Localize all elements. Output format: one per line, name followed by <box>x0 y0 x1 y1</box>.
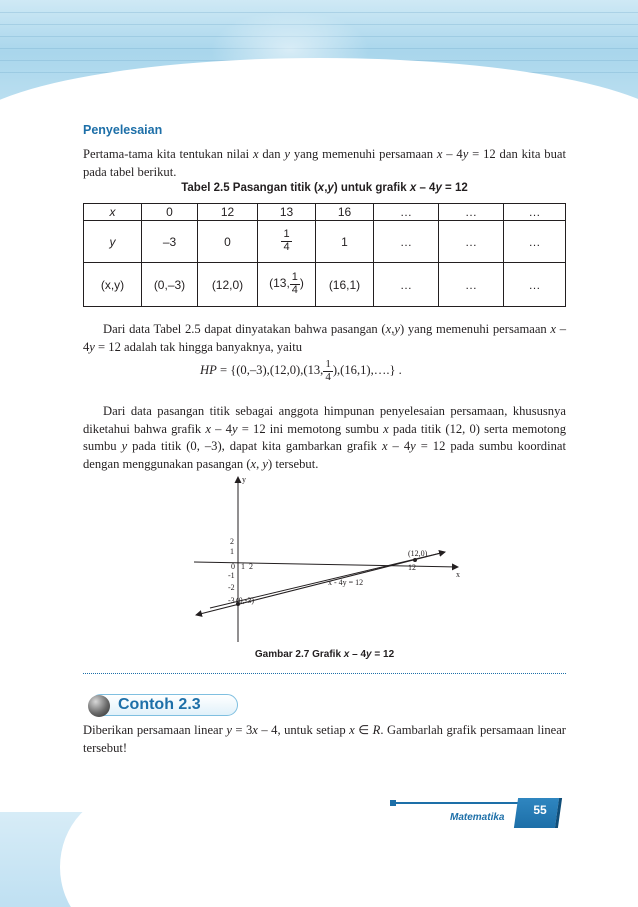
y-tick: 0 <box>231 562 235 571</box>
table-title: Tabel 2.5 Pasangan titik (x,y) untuk grafik x – 4y = 12 <box>181 182 468 194</box>
fraction: $\frac{1}{4}$ <box>325 358 331 383</box>
y-axis-label: y <box>242 475 246 484</box>
point-label: (0,-3) <box>236 596 254 605</box>
line-label: x - 4y = 12 <box>328 578 364 587</box>
section-divider <box>83 673 566 674</box>
header-banner <box>0 0 638 115</box>
x-tick: 1 <box>241 562 245 571</box>
page-number: 55 <box>533 803 547 817</box>
footer-rule <box>396 802 522 804</box>
table-row: x 0 12 13 16 … … … <box>84 204 566 221</box>
table-row: (x,y) (0,–3) (12,0) (13, $\frac{1}{4}$ ) (16,1) … … … <box>84 263 566 307</box>
pairs-table <box>83 203 566 307</box>
y-tick: -1 <box>228 571 235 580</box>
paragraph-set: Dari data Tabel 2.5 dapat dinyatakan bahwa pasangan (x,y) yang memenuhi persamaan x – 4y = 12 adalah tak hingga banyaknya, yaitu <box>83 322 566 354</box>
solution-set: HP = {(0,–3),(12,0),(13, $\frac{1}{4}$ ),(16,1),….} . <box>200 358 402 383</box>
table-row: y –3 0 $\frac{1}{4}$ 1 … … … <box>84 221 566 263</box>
intro-paragraph: Pertama-tama kita tentukan nilai x dan y yang memenuhi persamaan x – 4y = 12 dan kita buat pada tabel berikut. <box>83 147 566 179</box>
line-graph <box>190 472 480 647</box>
y-tick: 1 <box>230 547 234 556</box>
footer-subject: Matematika <box>450 812 505 823</box>
y-tick: 2 <box>230 537 234 546</box>
x-tick: 2 <box>249 562 253 571</box>
footer-decoration <box>0 812 110 907</box>
point-12-0 <box>413 558 417 562</box>
section-heading: Penyelesaian <box>83 123 163 137</box>
example-label: Contoh 2.3 <box>118 696 201 713</box>
point-label: (12,0) <box>408 549 428 558</box>
x-axis-label: x <box>456 570 460 579</box>
figure-caption: Gambar 2.7 Grafik x – 4y = 12 <box>254 649 395 660</box>
y-tick: -3 <box>228 596 235 605</box>
globe-icon <box>88 695 110 717</box>
fraction: $\frac{1}{4}$ <box>283 228 290 253</box>
paragraph-graph: Dari data pasangan titik sebagai anggota himpunan penyelesaian persamaan, khususnya diketahui bahwa grafik x – 4y = 12 ini memotong sumbu x pada titik (12, 0) serta memotong sumbu y pada titik (0, –3), dapat kita gambarkan grafik x – 4y = 12 pada sumbu koordinat dengan menggunakan pasangan (x, y) tersebut. <box>83 404 567 471</box>
x-tick: 12 <box>408 563 416 572</box>
example-badge <box>90 694 238 716</box>
example-paragraph: Diberikan persamaan linear y = 3x – 4, untuk setiap x ∈ R. Gambarlah grafik persamaan linear tersebut! <box>83 723 566 755</box>
y-tick: -2 <box>228 583 235 592</box>
fraction: $\frac{1}{4}$ <box>291 271 298 296</box>
